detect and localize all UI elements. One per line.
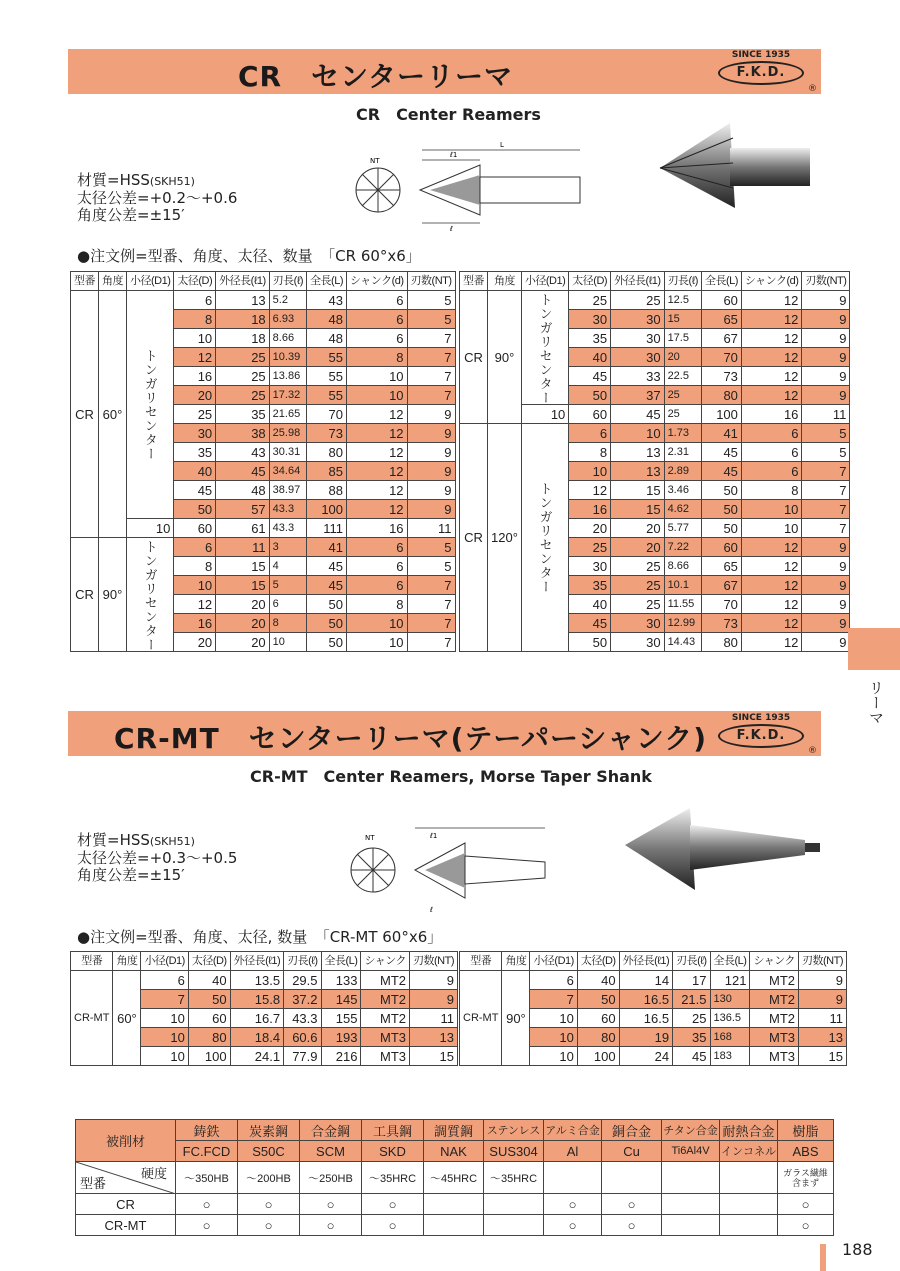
section1-spec: 材質=HSS(SKH51) 太径公差=+0.2～+0.6 角度公差=±15′ bbox=[77, 171, 238, 224]
material-table: 被削材 鋳鉄 炭素鋼 合金鋼 工具鋼 調質鋼 ステンレス アルミ合金 銅合金 チタン合金 耐熱合金 樹脂 FC.FCD S50C SCM SKD NAK SUS304 Al Cu Ti6Al4V インコネル ABS 硬度 型番 ～350HB ～200HB ～250HB ～35HRC ～45HRC ～35HRC ガラス繊維含まず CR ○ ○ ○ ○ ○ ○ ○ CR-MT ○ ○ ○ ○ ○ ○ ○ bbox=[75, 1119, 834, 1236]
cr-mt-table-left: 型番 角度 小径(D1) 太径(D) 外径長(ℓ1) 刃長(ℓ) 全長(L) シャンク 刃数(NT) CR-MT 60° 6 40 13.5 29.5 133 MT2 9 7 50 15.8 37.2 145 MT2 9 10 60 16.7 43.3 155 MT2 11 10 80 18.4 60.6 193 MT3 13 10 100 24.1 77.9 216 MT3 15 bbox=[70, 951, 458, 1066]
svg-text:NT: NT bbox=[365, 834, 375, 842]
reg-mark: ® bbox=[808, 84, 817, 94]
side-tab-label: リーマ bbox=[867, 680, 885, 725]
section1-subtitle: CR Center Reamers bbox=[356, 105, 541, 124]
cr-table-right: 型番 角度 小径(D1) 太径(D) 外径長(ℓ1) 刃長(ℓ) 全長(L) シャンク(d) 刃数(NT) CR 90° トンガリセンター 25 25 12.5 60 12 9 30 30 15 65 12 9 35 30 17.5 67 12 9 40 30 20 70 12 9 45 33 22.5 73 12 9 50 37 25 80 12 9 10 60 45 25 100 16 11 CR 120° トンガリセンター 6 10 1.73 41 6 5 8 13 2.31 45 6 5 10 13 2.89 45 6 7 12 15 3.46 50 8 7 16 15 4.62 50 10 7 20 20 5.77 50 10 7 25 20 7.22 60 12 9 30 25 8.66 65 12 9 35 25 10.1 67 12 9 40 25 11.55 70 12 9 45 30 12.99 73 12 9 50 30 14.43 80 12 9 bbox=[459, 271, 850, 652]
cr-table-left: 型番 角度 小径(D1) 太径(D) 外径長(ℓ1) 刃長(ℓ) 全長(L) シャンク(d) 刃数(NT) CR 60° トンガリセンター 6 13 5.2 43 6 5 8 18 6.93 48 6 5 10 18 8.66 48 6 7 12 25 10.39 55 8 7 16 25 13.86 55 10 7 20 25 17.32 55 10 7 25 35 21.65 70 12 9 30 38 25.98 73 12 9 35 43 30.31 80 12 9 40 45 34.64 85 12 9 45 48 38.97 88 12 9 50 57 43.3 100 12 9 10 60 61 43.3 111 16 11 CR 90° トンガリセンター 6 11 3 41 6 5 8 15 4 45 6 5 10 15 5 45 6 7 12 20 6 50 8 7 16 20 8 50 10 7 20 20 10 50 10 7 bbox=[70, 271, 456, 652]
svg-text:ℓ1: ℓ1 bbox=[430, 832, 438, 840]
section1-order-example: ●注文例=型番、角度、太径、数量 「CR 60°x6」 bbox=[77, 247, 421, 265]
section2-order-example: ●注文例=型番、角度、太径, 数量 「CR-MT 60°x6」 bbox=[77, 928, 443, 946]
cr-mt-technical-drawing bbox=[330, 818, 570, 918]
fkd-logo-2: SINCE 1935 F.K.D. bbox=[713, 713, 809, 753]
section2-title: CR-MT センターリーマ(テーパーシャンク) bbox=[114, 722, 708, 755]
side-tab bbox=[848, 628, 900, 670]
section2-banner bbox=[68, 711, 821, 756]
svg-text:L: L bbox=[500, 141, 504, 149]
page-number: 188 bbox=[842, 1240, 873, 1259]
section1-banner bbox=[68, 49, 821, 94]
section2-subtitle: CR-MT Center Reamers, Morse Taper Shank bbox=[250, 767, 652, 786]
section2-spec: 材質=HSS(SKH51) 太径公差=+0.3～+0.5 角度公差=±15′ bbox=[77, 831, 238, 884]
svg-text:NT: NT bbox=[370, 157, 380, 165]
cr-mt-table-right: 型番 角度 小径(D1) 太径(D) 外径長(ℓ1) 刃長(ℓ) 全長(L) シャンク 刃数(NT) CR-MT 90° 6 40 14 17 121 MT2 9 7 50 16.5 21.5 130 MT2 9 10 60 16.5 25 136.5 MT2 11 10 80 19 35 168 MT3 13 10 100 24 45 183 MT3 15 bbox=[459, 951, 847, 1066]
cr-product-image bbox=[655, 108, 825, 213]
section1-title: CR センターリーマ bbox=[238, 60, 513, 93]
svg-text:ℓ: ℓ bbox=[430, 906, 433, 914]
reg-mark-2: ® bbox=[808, 746, 817, 756]
page-bar bbox=[820, 1244, 826, 1271]
svg-text:ℓ1: ℓ1 bbox=[450, 151, 458, 159]
fkd-logo: SINCE 1935 F.K.D. bbox=[713, 50, 809, 90]
cr-mt-product-image bbox=[620, 800, 825, 900]
svg-text:ℓ: ℓ bbox=[450, 225, 453, 233]
cr-technical-drawing bbox=[330, 135, 630, 240]
